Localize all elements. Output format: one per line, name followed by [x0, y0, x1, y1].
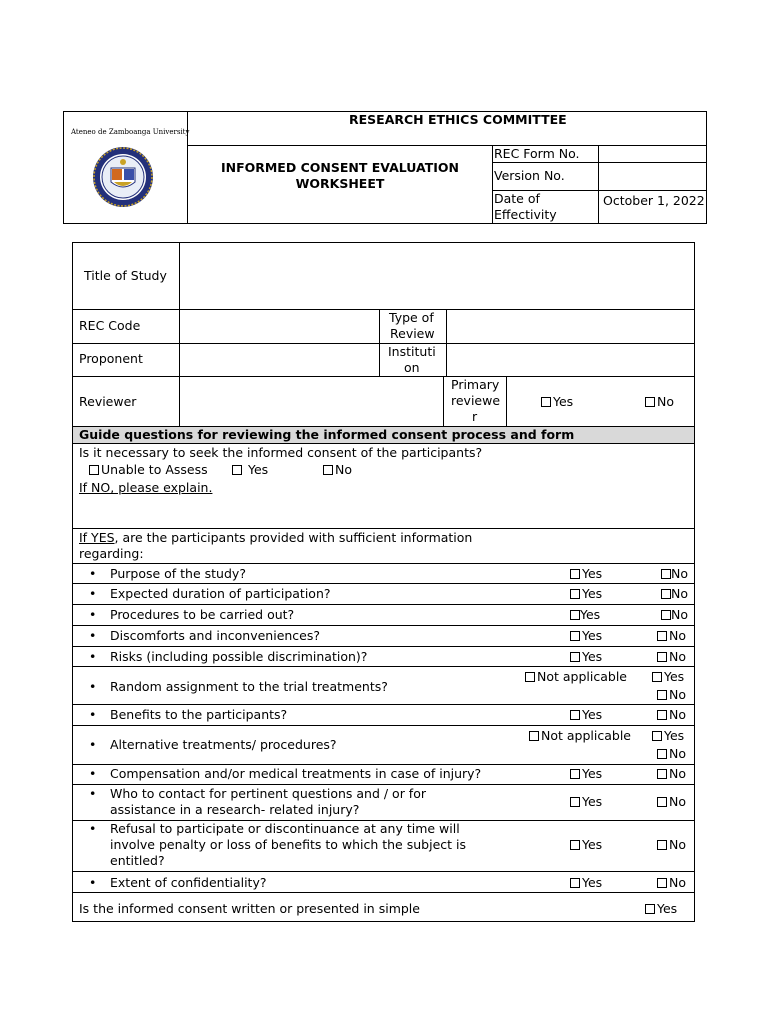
- type-of-review-label-line1: Type of: [389, 310, 434, 325]
- checkbox-icon[interactable]: [657, 769, 667, 779]
- bullet: •: [89, 707, 97, 722]
- bullet: •: [89, 821, 97, 836]
- type-of-review-label-line2: Review: [390, 326, 435, 341]
- not-applicable-option[interactable]: Not applicable: [525, 669, 627, 685]
- no-option[interactable]: No: [657, 707, 686, 723]
- rec-form-label: REC Form No.: [494, 146, 580, 161]
- bullet: •: [89, 586, 97, 601]
- no-option[interactable]: No: [657, 794, 686, 810]
- simple-language-yes-option[interactable]: Yes: [645, 901, 677, 917]
- primary-reviewer-label-line1: Primary: [451, 377, 500, 392]
- bullet: •: [89, 607, 97, 622]
- checkbox-icon[interactable]: [570, 840, 580, 850]
- consent-necessity-question: Is it necessary to seek the informed consent of the participants?: [79, 445, 483, 460]
- checkbox-icon[interactable]: [570, 652, 580, 662]
- checkbox-icon[interactable]: [661, 589, 671, 599]
- yes-option[interactable]: Yes: [570, 566, 602, 582]
- institution-label-line2: on: [404, 360, 420, 375]
- item-text: Expected duration of participation?: [110, 586, 331, 601]
- yes-option[interactable]: Yes: [570, 707, 602, 723]
- checkbox-icon[interactable]: [525, 672, 535, 682]
- item-text: Risks (including possible discrimination)?: [110, 649, 368, 664]
- checkbox-icon[interactable]: [529, 731, 539, 741]
- no-option[interactable]: No: [657, 649, 686, 665]
- university-seal-icon: [92, 146, 154, 208]
- committee-title: RESEARCH ETHICS COMMITTEE: [349, 112, 567, 127]
- no-option[interactable]: No: [657, 687, 686, 703]
- bullet: •: [89, 628, 97, 643]
- necessity-no-option[interactable]: No: [323, 462, 352, 478]
- title-of-study-label: Title of Study: [84, 268, 167, 283]
- checkbox-icon[interactable]: [570, 878, 580, 888]
- item-text-line1: Who to contact for pertinent questions and / or for: [110, 786, 426, 801]
- checkbox-icon[interactable]: [657, 710, 667, 720]
- checkbox-icon[interactable]: [661, 610, 671, 620]
- checkbox-icon[interactable]: [570, 610, 580, 620]
- item-text: Compensation and/or medical treatments in case of injury?: [110, 766, 482, 781]
- effectivity-label-line1: Date of: [494, 191, 540, 206]
- checkbox-icon[interactable]: [570, 569, 580, 579]
- item-text: Procedures to be carried out?: [110, 607, 295, 622]
- checkbox-icon[interactable]: [657, 690, 667, 700]
- no-option[interactable]: No: [657, 766, 686, 782]
- bullet: •: [89, 875, 97, 890]
- no-option[interactable]: No: [657, 746, 686, 762]
- yes-option[interactable]: Yes: [652, 669, 684, 685]
- item-text-line2: involve penalty or loss of benefits to which the subject is: [110, 837, 466, 852]
- yes-option[interactable]: Yes: [570, 875, 602, 891]
- if-yes-intro-line2: regarding:: [79, 546, 144, 561]
- checkbox-icon[interactable]: [570, 769, 580, 779]
- simple-language-question: Is the informed consent written or presented in simple: [79, 901, 420, 916]
- checkbox-icon[interactable]: [570, 589, 580, 599]
- no-option[interactable]: No: [661, 586, 688, 602]
- no-option[interactable]: No: [661, 566, 688, 582]
- checkbox-icon[interactable]: [657, 652, 667, 662]
- yes-option[interactable]: Yes: [570, 649, 602, 665]
- version-label: Version No.: [494, 168, 565, 183]
- if-no-explain: If NO, please explain.: [79, 480, 213, 495]
- checkbox-icon[interactable]: [645, 904, 655, 914]
- yes-option[interactable]: Yes: [570, 837, 602, 853]
- institution-label-line1: Instituti: [388, 344, 436, 359]
- primary-reviewer-yes-option[interactable]: Yes: [541, 394, 573, 410]
- bullet: •: [89, 766, 97, 781]
- item-text: Extent of confidentiality?: [110, 875, 267, 890]
- if-yes-intro: If YES, are the participants provided with sufficient information: [79, 530, 473, 545]
- checkbox-icon[interactable]: [323, 465, 333, 475]
- no-option[interactable]: No: [657, 628, 686, 644]
- not-applicable-option[interactable]: Not applicable: [529, 728, 631, 744]
- checkbox-icon[interactable]: [570, 631, 580, 641]
- item-text: Purpose of the study?: [110, 566, 246, 581]
- primary-reviewer-label-line3: r: [472, 409, 478, 424]
- reviewer-label: Reviewer: [79, 394, 137, 409]
- necessity-yes-option[interactable]: Yes: [232, 462, 268, 478]
- no-option[interactable]: No: [657, 837, 686, 853]
- item-text: Benefits to the participants?: [110, 707, 288, 722]
- primary-reviewer-label-line2: reviewe: [451, 393, 501, 408]
- bullet: •: [89, 737, 97, 752]
- primary-reviewer-no-option[interactable]: No: [645, 394, 674, 410]
- yes-option[interactable]: Yes: [570, 607, 600, 623]
- checkbox-icon[interactable]: [541, 397, 551, 407]
- item-text: Discomforts and inconveniences?: [110, 628, 321, 643]
- unable-to-assess-option[interactable]: Unable to Assess: [89, 462, 208, 478]
- checkbox-icon[interactable]: [657, 797, 667, 807]
- checkbox-icon[interactable]: [652, 672, 662, 682]
- checkbox-icon[interactable]: [657, 840, 667, 850]
- effectivity-value: October 1, 2022: [603, 193, 705, 208]
- checkbox-icon[interactable]: [645, 397, 655, 407]
- checkbox-icon[interactable]: [232, 465, 242, 475]
- worksheet-title-line1: INFORMED CONSENT EVALUATION: [220, 160, 460, 175]
- bullet: •: [89, 566, 97, 581]
- bullet: •: [89, 679, 97, 694]
- item-text-line3: entitled?: [110, 853, 165, 868]
- item-text: Alternative treatments/ procedures?: [110, 737, 337, 752]
- university-name: Ateneo de Zamboanga University: [71, 128, 190, 136]
- checkbox-icon[interactable]: [652, 731, 662, 741]
- bullet: •: [89, 786, 97, 801]
- bullet: •: [89, 649, 97, 664]
- yes-option[interactable]: Yes: [570, 766, 602, 782]
- checkbox-icon[interactable]: [89, 465, 99, 475]
- checkbox-icon[interactable]: [657, 631, 667, 641]
- worksheet-title-line2: WORKSHEET: [295, 176, 385, 191]
- item-text-line1: Refusal to participate or discontinuance at any time will: [110, 821, 460, 836]
- checkbox-icon[interactable]: [570, 710, 580, 720]
- proponent-label: Proponent: [79, 351, 143, 366]
- checkbox-icon[interactable]: [570, 797, 580, 807]
- effectivity-label-line2: Effectivity: [494, 207, 557, 222]
- yes-option[interactable]: Yes: [570, 794, 602, 810]
- no-option[interactable]: No: [661, 607, 688, 623]
- checkbox-icon[interactable]: [657, 878, 667, 888]
- item-text: Random assignment to the trial treatments?: [110, 679, 388, 694]
- no-option[interactable]: No: [657, 875, 686, 891]
- checkbox-icon[interactable]: [657, 749, 667, 759]
- guide-heading: Guide questions for reviewing the informed consent process and form: [79, 427, 575, 442]
- yes-option[interactable]: Yes: [652, 728, 684, 744]
- yes-option[interactable]: Yes: [570, 628, 602, 644]
- rec-code-label: REC Code: [79, 318, 141, 333]
- yes-option[interactable]: Yes: [570, 586, 602, 602]
- item-text-line2: assistance in a research- related injury?: [110, 802, 360, 817]
- checkbox-icon[interactable]: [661, 569, 671, 579]
